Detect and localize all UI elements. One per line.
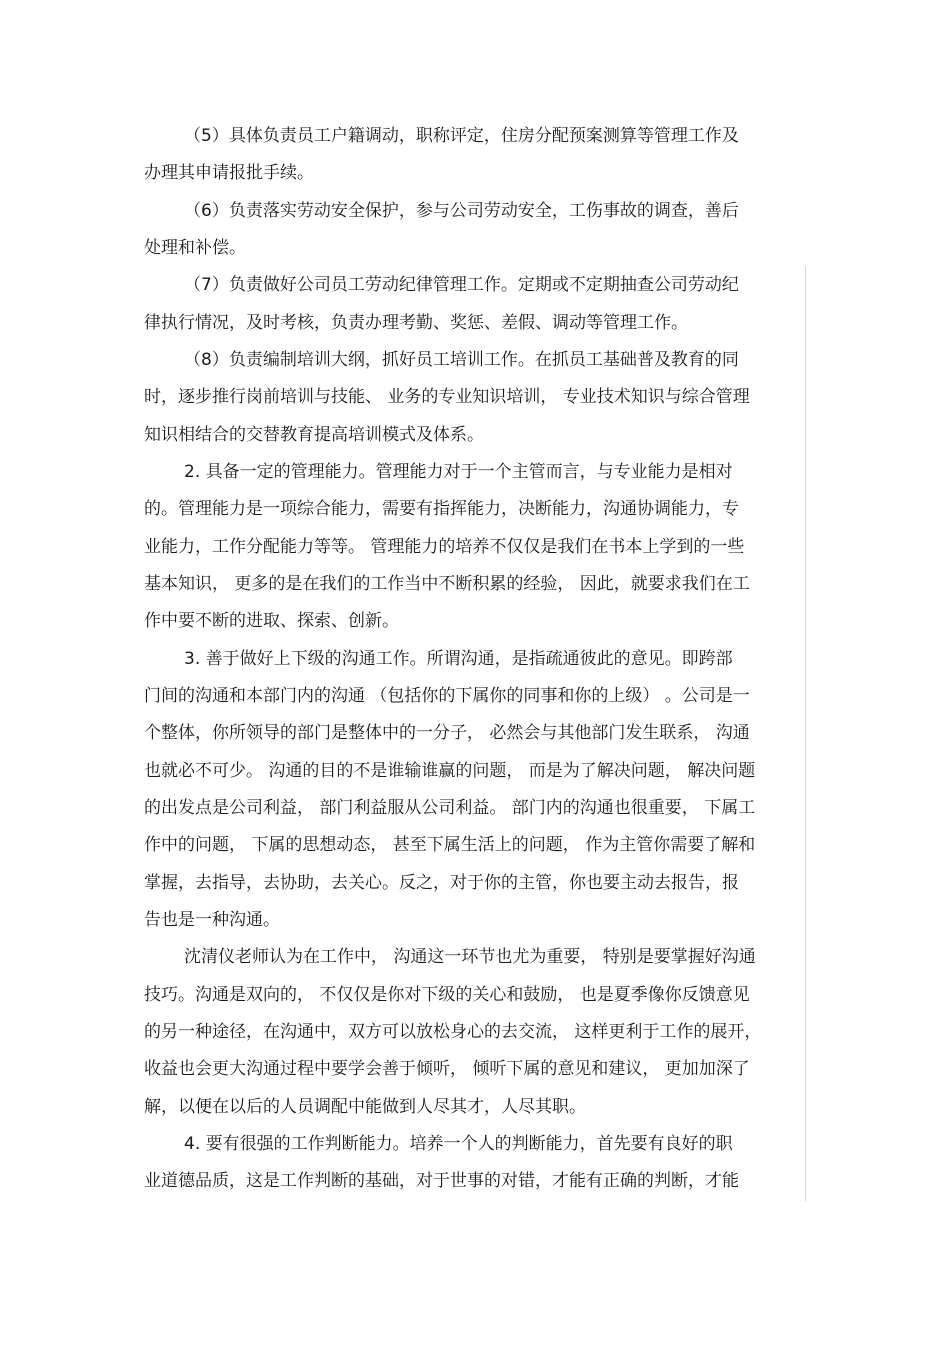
text-line: 知识相结合的交替教育提高培训模式及体系。 (144, 425, 484, 445)
text-line: （6）负责落实劳动安全保护，参与公司劳动安全，工伤事故的调查，善后 (184, 201, 739, 221)
text-line: 也就必不可少。 沟通的目的不是谁输谁赢的问题， 而是为了解决问题， 解决问题 (144, 761, 756, 781)
text-line: 4. 要有很强的工作判断能力。培养一个人的判断能力，首先要有良好的职 (184, 1134, 733, 1154)
text-line: 业道德品质，这是工作判断的基础，对于世事的对错，才能有正确的判断，才能 (144, 1171, 739, 1191)
text-line: 业能力，工作分配能力等等。 管理能力的培养不仅仅是我们在书本上学到的一些 (144, 537, 745, 557)
text-line: 个整体，你所领导的部门是整体中的一分子， 必然会与其他部门发生联系， 沟通 (144, 723, 750, 743)
text-line: 门间的沟通和本部门内的沟通 （包括你的下属你的同事和你的上级） 。公司是一 (144, 686, 750, 706)
text-line: 律执行情况，及时考核，负责办理考勤、奖惩、差假、调动等管理工作。 (144, 313, 688, 333)
text-line: 的出发点是公司利益， 部门利益服从公司利益。 部门内的沟通也很重要， 下属工 (144, 798, 756, 818)
text-line: 收益也会更大沟通过程中要学会善于倾听， 倾听下属的意见和建议， 更加加深了 (144, 1059, 750, 1079)
text-line: 解，以便在以后的人员调配中能做到人尽其才，人尽其职。 (144, 1097, 586, 1117)
text-line: 沈清仪老师认为在工作中， 沟通这一环节也尤为重要， 特别是要掌握好沟通 (184, 947, 756, 967)
text-line: 3. 善于做好上下级的沟通工作。所谓沟通，是指疏通彼此的意见。即跨部 (184, 649, 733, 669)
text-line: 技巧。沟通是双向的， 不仅仅是你对下级的关心和鼓励， 也是夏季像你反馈意见 (144, 985, 750, 1005)
text-line: （7）负责做好公司员工劳动纪律管理工作。定期或不定期抽查公司劳动纪 (184, 275, 739, 295)
text-line: 掌握，去指导，去协助，去关心。反之，对于你的主管，你也要主动去报告，报 (144, 873, 739, 893)
text-line: 作中要不断的进取、探索、创新。 (144, 611, 399, 631)
text-line: 处理和补偿。 (144, 238, 246, 258)
text-line: （5）具体负责员工户籍调动，职称评定，住房分配预案测算等管理工作及 (184, 126, 739, 146)
margin-rule (805, 266, 806, 1201)
text-line: 的另一种途径，在沟通中，双方可以放松身心的去交流， 这样更利于工作的展开， (144, 1022, 762, 1042)
text-line: 的。管理能力是一项综合能力，需要有指挥能力，决断能力，沟通协调能力，专 (144, 499, 739, 519)
text-line: （8）负责编制培训大纲，抓好员工培训工作。在抓员工基础普及教育的同 (184, 350, 739, 370)
text-line: 告也是一种沟通。 (144, 910, 280, 930)
text-line: 时，逐步推行岗前培训与技能、 业务的专业知识培训， 专业技术知识与综合管理 (144, 387, 750, 407)
text-line: 2. 具备一定的管理能力。管理能力对于一个主管而言，与专业能力是相对 (184, 462, 733, 482)
text-line: 作中的问题， 下属的思想动态， 甚至下属生活上的问题， 作为主管你需要了解和 (144, 835, 756, 855)
text-line: 办理其申请报批手续。 (144, 163, 314, 183)
text-line: 基本知识， 更多的是在我们的工作当中不断积累的经验， 因此，就要求我们在工 (144, 574, 750, 594)
